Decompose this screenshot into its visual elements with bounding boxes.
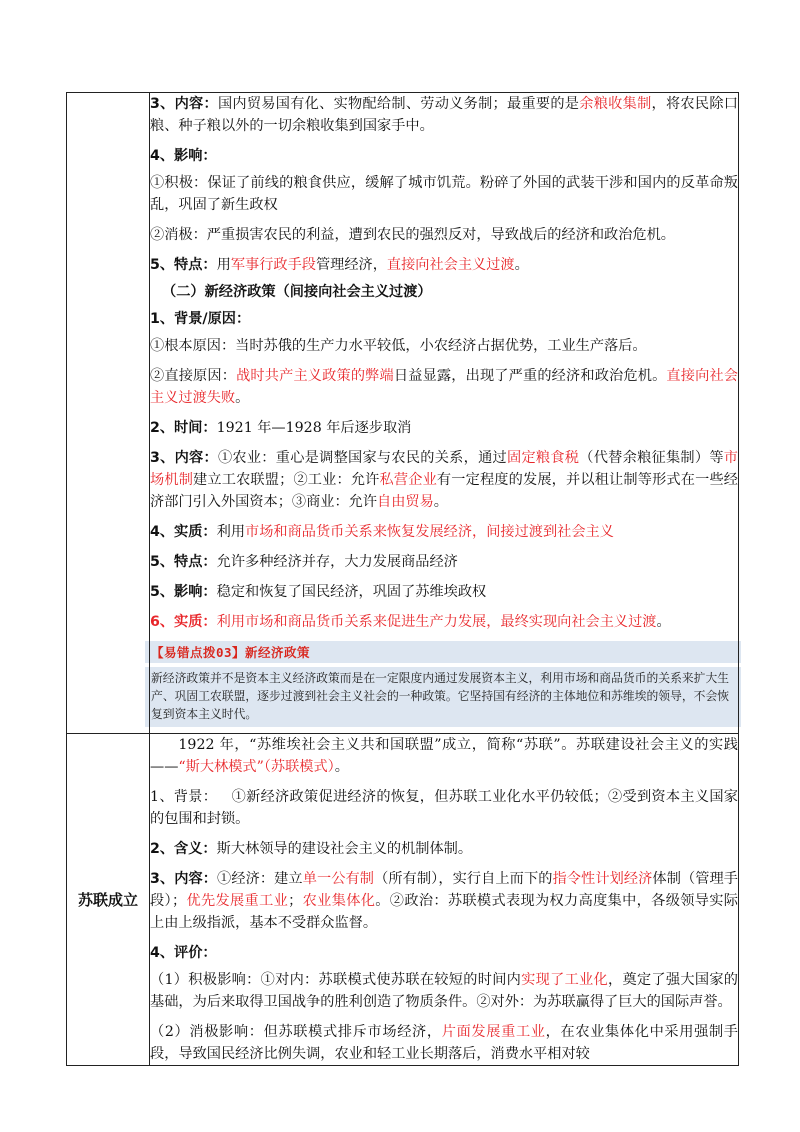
text: 。 <box>235 390 250 406</box>
row-label-empty <box>67 93 150 734</box>
text: 体制（管理手段）； <box>150 871 738 909</box>
text: 1922 年，“苏维埃社会主义共和国联盟”成立，简称“苏联”。苏联建设社会主义的实践—— <box>150 737 738 775</box>
heading: 1、背景/原因： <box>150 311 251 327</box>
text: 斯大林领导的建设社会主义的机制体制。 <box>216 841 473 857</box>
row-label-ussr-founding: 苏联成立 <box>67 734 150 1066</box>
text: （代替余粮征集制）等 <box>579 450 724 466</box>
paragraph <box>150 734 738 778</box>
paragraph: ①根本原因：当时苏俄的生产力水平较低，小农经济占据优势，工业生产落后。 <box>150 338 647 354</box>
highlight: 直接向社会主义过渡失败 <box>150 368 738 406</box>
heading: 3、内容： <box>150 96 218 112</box>
highlight: 片面发展重工业 <box>441 1024 546 1040</box>
paragraph <box>150 1021 738 1065</box>
paragraph <box>150 93 738 137</box>
text: 管理经济， <box>315 257 387 273</box>
paragraph: ①积极：保证了前线的粮食供应，缓解了城市饥荒。粉碎了外国的武装干涉和国内的反革命叛乱，巩固了新生政权 <box>150 175 738 213</box>
highlight: 战时共产主义政策的弊端 <box>236 368 394 384</box>
highlight: 优先发展重工业 <box>186 893 289 909</box>
paragraph <box>150 786 738 830</box>
paragraph <box>150 581 738 603</box>
text: （1）积极影响：①对内：苏联模式使苏联在较短的时间内 <box>150 972 522 988</box>
text: ； <box>288 893 303 909</box>
text: 有一定程度的发展，并以租让制等形式在一些经济部门引入外国资本；③商业：允许 <box>150 472 738 510</box>
heading: 5、影响： <box>150 584 217 600</box>
text: 用 <box>216 257 231 273</box>
heading: 6、实质： <box>150 614 217 630</box>
paragraph <box>150 254 738 276</box>
highlight: 直接向社会主义过渡 <box>386 257 515 273</box>
paragraph <box>150 417 738 439</box>
paragraph <box>150 447 738 513</box>
text: 允许多种经济并存，大力发展商品经济 <box>216 554 458 570</box>
row-content-war-communism <box>150 93 739 734</box>
highlight: 余粮收集制 <box>579 96 652 112</box>
text: 。 <box>433 494 448 510</box>
tip-body: 新经济政策并不是资本主义经济政策而是在一定限度内通过发展资本主义，利用市场和商品货币的关系来扩大生产、巩固工农联盟，逐步过渡到社会主义社会的一种政策。它坚持国有经济的主体地位和苏维埃的领导，不会恢复到资本主义时代。 <box>145 667 741 727</box>
text: （所有制），实行自上而下的 <box>374 871 553 887</box>
paragraph <box>150 868 738 934</box>
heading: 3、内容： <box>150 871 218 887</box>
highlight: 固定粮食税 <box>507 450 580 466</box>
text: ，奠定了强大国家的基础，为后来取得卫国战争的胜利创造了物质条件。②对外：为苏联赢得了巨大的国际声誉。 <box>150 972 738 1010</box>
heading: 2、时间： <box>150 420 217 436</box>
row-content-ussr-founding <box>150 734 739 1066</box>
section-title: （二）新经济政策（间接向社会主义过渡） <box>162 284 432 300</box>
heading: 2、含义： <box>150 841 217 857</box>
paragraph <box>150 308 738 330</box>
heading: 5、特点： <box>150 554 217 570</box>
highlight: 市场机制 <box>150 450 738 488</box>
text: ，在农业集体化中采用强制手段，导致国民经济比例失调，农业和轻工业长期落后，消费水平相对较 <box>150 1024 738 1062</box>
paragraph <box>150 365 738 409</box>
text: ①经济：建立 <box>217 871 303 887</box>
table-row <box>67 734 739 1066</box>
highlight: 实现了工业化 <box>521 972 608 988</box>
text: 利用 <box>216 524 246 540</box>
highlight: “斯大林模式”（苏联模式） <box>178 759 335 775</box>
text: 。②政治：苏联模式表现为权力高度集中，各级领导实际上由上级指派，基本不受群众监督。 <box>150 893 738 931</box>
content-table <box>66 92 739 1066</box>
text: 国内贸易国有化、实物配给制、劳动义务制；最重要的是 <box>217 96 580 112</box>
paragraph: ②消极：严重损害农民的利益，遭到农民的强烈反对，导致战后的经济和政治危机。 <box>150 227 675 243</box>
highlight: 利用市场和商品货币关系来促进生产力发展，最终实现向社会主义过渡 <box>216 614 657 630</box>
text: ①农业：重心是调整国家与农民的关系，通过 <box>217 450 507 466</box>
text: ①新经济政策促进经济的恢复，但苏联工业化水平仍较低；②受到资本主义国家的包围和封锁。 <box>150 789 738 827</box>
text: ②直接原因： <box>150 368 237 384</box>
heading: 5、特点： <box>150 257 217 273</box>
text: 稳定和恢复了国民经济，巩固了苏维埃政权 <box>216 584 487 600</box>
text: （2）消极影响：但苏联模式排斥市场经济， <box>150 1024 442 1040</box>
text: 。 <box>334 759 349 775</box>
text: ，将农民除口粮、种子粮以外的一切余粮收集到国家手中。 <box>150 96 738 134</box>
text: 。 <box>514 257 529 273</box>
highlight: 农业集体化 <box>302 893 376 909</box>
heading: 3、内容： <box>150 450 218 466</box>
highlight: 自由贸易 <box>377 494 434 510</box>
paragraph <box>150 521 738 543</box>
highlight: 指令性计划经济 <box>552 871 653 887</box>
paragraph <box>150 145 738 167</box>
heading: 4、评价： <box>150 945 217 961</box>
paragraph <box>150 838 738 860</box>
heading: 1、背景： <box>150 789 218 805</box>
highlight: 市场和商品货币关系来恢复发展经济，间接过渡到社会主义 <box>245 524 614 540</box>
highlight: 私营企业 <box>379 472 437 488</box>
table-row <box>67 93 739 734</box>
heading: 4、实质： <box>150 524 217 540</box>
highlight: 军事行政手段 <box>230 257 316 273</box>
tip-title: 【易错点拨03】新经济政策 <box>145 641 741 663</box>
text: 建立工农联盟；②工业：允许 <box>193 472 380 488</box>
text: 。 <box>656 614 671 630</box>
paragraph <box>150 551 738 573</box>
highlight: 单一公有制 <box>302 871 375 887</box>
paragraph <box>150 611 738 633</box>
text: 1921 年—1928 年后逐步取消 <box>216 420 412 436</box>
heading: 4、影响： <box>150 148 217 164</box>
text: 日益显露，出现了严重的经济和政治危机。 <box>393 368 667 384</box>
paragraph <box>150 942 738 964</box>
paragraph <box>150 969 738 1013</box>
